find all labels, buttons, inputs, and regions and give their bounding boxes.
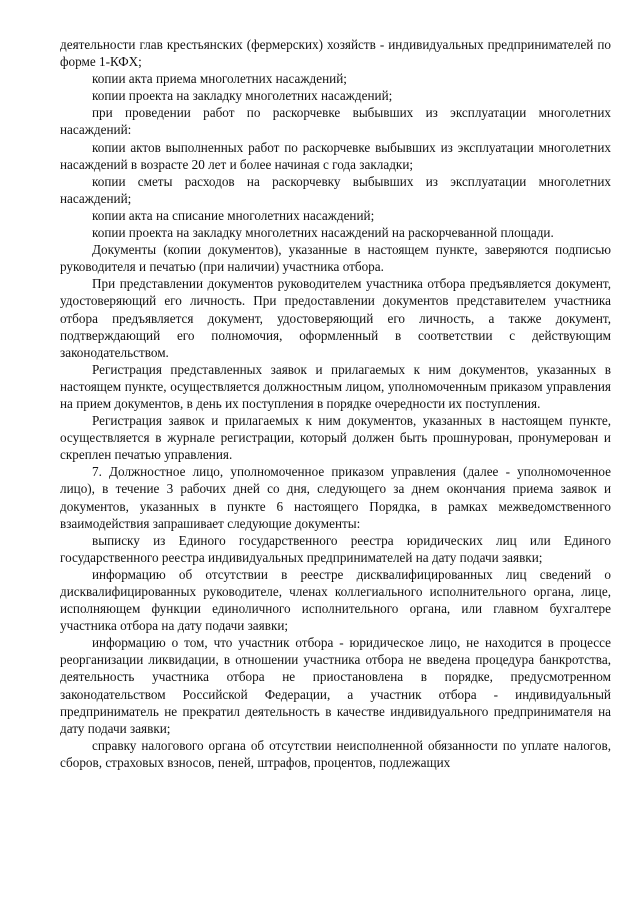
paragraph-identity-documents: При представлении документов руководителем участника отбора предъявляется документ, удостоверяющий его личность. При предоставлении документов представителем участника отбора предъявляется документ, удостоверяющий его личность, а также документ, подтверждающий его полномочия, оформленный в соответствии с действующим законодательством. (60, 276, 611, 360)
paragraph-certification: Документы (копии документов), указанные в настоящем пункте, заверяются подписью руководителя и печатью (при наличии) участника отбора. (60, 242, 611, 275)
paragraph-uprooting-acts: копии актов выполненных работ по раскорчевке выбывших из эксплуатации многолетних насаждений в возрасте 20 лет и более начиная с года закладки; (60, 139, 611, 172)
paragraph-planting-project: копии проекта на закладку многолетних насаждений; (92, 88, 393, 104)
paragraph-registration-official: Регистрация представленных заявок и прилагаемых к ним документов, указанных в настоящем пункте, осуществляется должностным лицом, уполномоченным приказом управления на прием документов, в день их поступления в порядке очередности их поступления. (60, 361, 611, 411)
paragraph-disqualified-registry: информацию об отсутствии в реестре дисквалифицированных лиц сведений о дисквалифицированных руководителе, членах коллегиального исполнительного органа, лице, исполняющем функции единоличного исполнительного органа, или главном бухгалтере участника отбора на дату подачи заявки; (60, 566, 611, 634)
paragraph-replanting-project: копии проекта на закладку многолетних насаждений на раскорчеванной площади. (92, 225, 554, 241)
paragraph-uprooting-intro: при проведении работ по раскорчевке выбывших из эксплуатации многолетних насаждений: (60, 105, 611, 138)
paragraph-acceptance-act: копии акта приема многолетних насаждений; (92, 71, 347, 87)
paragraph-uprooting-estimate: копии сметы расходов на раскорчевку выбывших из эксплуатации многолетних насаждений; (60, 173, 611, 206)
paragraph-section-7: 7. Должностное лицо, уполномоченное приказом управления (далее - уполномоченное лицо), в течение 3 рабочих дней со дня, следующего за днем окончания приема заявок и документов, указанных в пункте 6 настоящего Порядка, в рамках межведомственного взаимодействия запрашивает следующие документы: (60, 464, 611, 531)
paragraph-tax-certificate: справку налогового органа об отсутствии неисполненной обязанности по уплате налогов, сборов, страховых взносов, пеней, штрафов, процентов, подлежащих (60, 737, 611, 770)
paragraph-reorganization-info: информацию о том, что участник отбора - юридическое лицо, не находится в процессе реорганизации ликвидации, в отношении участника отбора не введена процедура банкротства, деятельность участника отбора не приостановлена в порядке, предусмотренном законодательством Российской Федерации, а участник отбора - индивидуальный предприниматель не прекратил деятельность в качестве индивидуального предпринимателя на дату подачи заявки; (60, 635, 611, 736)
paragraph-writeoff-act: копии акта на списание многолетних насаждений; (92, 207, 375, 223)
paragraph-egrul-extract: выписку из Единого государственного реестра юридических лиц или Единого государственного реестра индивидуальных предпринимателей на дату подачи заявки; (60, 532, 611, 565)
paragraph-registration-journal: Регистрация заявок и прилагаемых к ним документов, указанных в настоящем пункте, осуществляется в журнале регистрации, который должен быть прошнурован, пронумерован и скреплен печатью управления. (60, 413, 611, 463)
paragraph-kfh-report: деятельности глав крестьянских (фермерских) хозяйств - индивидуальных предпринимателей по форме 1-КФХ; (60, 37, 611, 70)
